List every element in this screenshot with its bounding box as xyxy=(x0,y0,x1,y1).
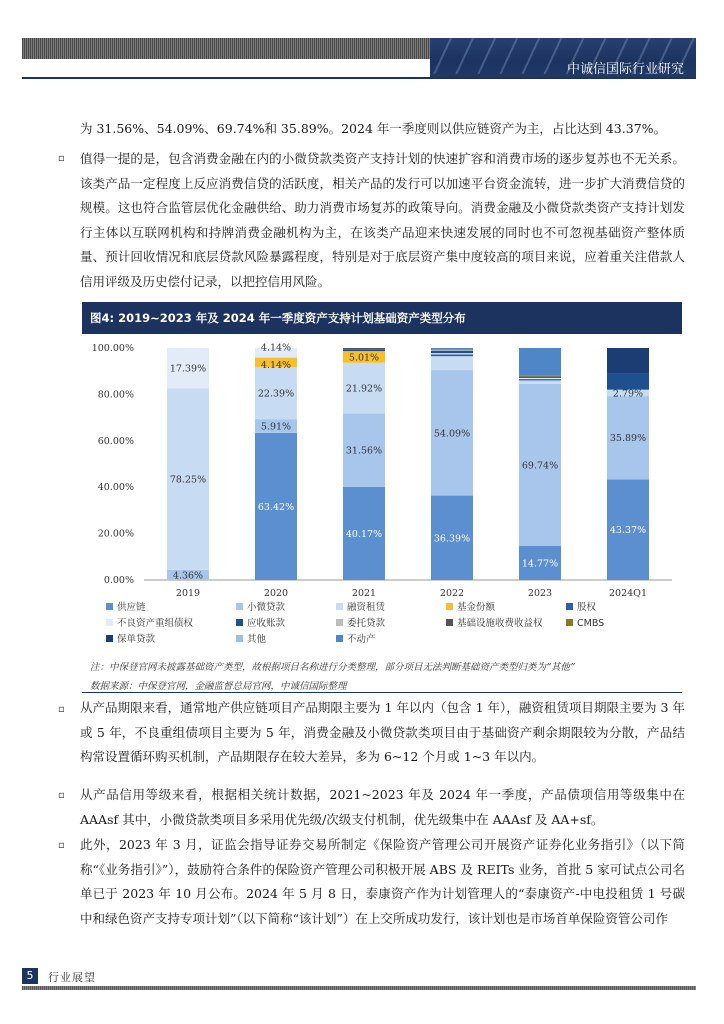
data-label: 78.25% xyxy=(169,474,207,486)
bullet-icon: ▫ xyxy=(58,153,65,164)
legend-label: 不动产 xyxy=(347,634,376,645)
bar-segment xyxy=(431,349,473,350)
data-label: 35.89% xyxy=(609,433,647,445)
x-tick-label: 2022 xyxy=(439,588,465,599)
header-rule xyxy=(22,77,696,79)
data-label: 4.14% xyxy=(260,342,292,354)
paragraph-2: 值得一提的是，包含消费金融在内的小微贷款类资产支持计划的快速扩容和消费市场的逐步复苏也不无关系。该类产品一定程度上反应消费信贷的活跃度，相关产品的发行可以加速平台资金流转，进一步扩大消费信贷的规模。这也符合监管层优化金融供给、助力消费市场复苏的政策导向。消费金融及小微贷款类资产支持计划发行主体以互联网机构和持牌消费金融机构为主，在该类产品迎来快速发展的同时也不可忽视基础资产整体质量、预计回收情况和底层贷款风险暴露程度，特别是对于底层资产集中度较高的项目来说，应着重关注借款人信用评级及历史偿付记录，以把控信用风险。 xyxy=(80,151,685,289)
figure-note: 注：中保登官网未披露基础资产类型，故根据项目名称进行分类整理，部分项目无法判断基础资产类型归类为“其他” xyxy=(90,662,575,673)
y-tick-label: 40.00% xyxy=(97,482,134,494)
data-label: 40.17% xyxy=(345,528,383,540)
legend-label: 其他 xyxy=(247,634,267,645)
bar-segment xyxy=(519,376,561,377)
data-label: 21.92% xyxy=(345,383,383,395)
bar-segment xyxy=(519,376,561,377)
bar-segment xyxy=(519,348,561,376)
data-label: 5.91% xyxy=(260,421,292,433)
header-title: 中诚信国际行业研究 xyxy=(566,62,684,77)
x-tick-label: 2024Q1 xyxy=(608,588,648,599)
footer-label: 行业展望 xyxy=(48,971,96,984)
figure-bottom-rule xyxy=(82,692,682,693)
data-label: 5.01% xyxy=(348,352,380,364)
data-label: 4.14% xyxy=(260,359,292,371)
data-label: 17.39% xyxy=(169,363,207,375)
x-tick-label: 2021 xyxy=(351,588,377,599)
bar-segment xyxy=(431,350,473,351)
y-tick-label: 0.00% xyxy=(103,575,134,586)
bullet-icon: ▫ xyxy=(58,840,65,851)
paragraph-3: 从产品期限来看，通常地产供应链项目产品期限主要为 1 年以内（包含 1 年），融资租赁项目期限主要为 3 年或 5 年，不良重组债项目主要为 5 年，消费金融及小微贷款类项目由于基础资产剩余期限较为分散，产品结构常设置循环购买机制，产品期限存在较大差异，多为 6~12 个月或 1~3 年以内。 xyxy=(80,700,685,764)
legend-label: 保单贷款 xyxy=(117,634,156,645)
bar-segment xyxy=(431,348,473,349)
legend-swatch xyxy=(106,635,113,642)
bullet-icon: ▫ xyxy=(58,704,65,715)
x-tick-label: 2023 xyxy=(527,588,553,599)
legend-swatch xyxy=(566,619,573,626)
header-banner xyxy=(430,38,696,78)
legend-swatch xyxy=(336,619,343,626)
legend-swatch xyxy=(106,603,113,610)
legend-label: 小微贷款 xyxy=(247,602,286,613)
data-label: 69.74% xyxy=(521,460,559,472)
figure-source: 数据来源：中保登官网，金融监督总局官网，中诚信国际整理 xyxy=(90,681,347,692)
bar-segment xyxy=(431,356,473,370)
bar-segment xyxy=(519,380,561,383)
legend-swatch xyxy=(236,603,243,610)
data-label: 36.39% xyxy=(433,533,471,545)
y-tick-label: 80.00% xyxy=(97,389,134,401)
legend-swatch xyxy=(236,619,243,626)
data-label: 22.39% xyxy=(257,388,295,400)
page-number: 5 xyxy=(22,968,38,984)
footer-rule xyxy=(22,986,696,990)
y-tick-label: 60.00% xyxy=(97,435,134,447)
bar-segment xyxy=(607,348,649,373)
legend-swatch xyxy=(446,619,453,626)
y-tick-label: 20.00% xyxy=(97,528,134,540)
data-label: 14.77% xyxy=(521,558,559,570)
legend-swatch xyxy=(106,619,113,626)
y-tick-label: 100.00% xyxy=(91,343,134,354)
data-label: 4.36% xyxy=(172,570,204,582)
bar-segment xyxy=(607,373,649,389)
figure-title: 图4: 2019~2023 年及 2024 年一季度资产支持计划基础资产类型分布 xyxy=(82,302,682,334)
legend-swatch xyxy=(236,635,243,642)
x-tick-label: 2019 xyxy=(175,588,201,599)
x-tick-label: 2020 xyxy=(263,588,289,599)
bar-segment xyxy=(519,379,561,380)
legend-swatch xyxy=(566,603,573,610)
legend-swatch xyxy=(336,603,343,610)
bar-segment xyxy=(431,353,473,354)
bar-segment xyxy=(431,351,473,353)
bar-segment xyxy=(431,350,473,351)
bar-segment xyxy=(343,348,385,349)
paragraph-1: 为 31.56%、54.09%、69.74%和 35.89%。2024 年一季度则以供应链资产为主，占比达到 43.37%。 xyxy=(80,121,667,136)
data-label: 63.42% xyxy=(257,501,295,513)
legend-label: 基础设施收费收益权 xyxy=(457,618,543,629)
bar-segment xyxy=(431,354,473,356)
data-label: 54.09% xyxy=(433,428,471,440)
legend-label: 不良资产重组债权 xyxy=(117,618,194,629)
data-label: 31.56% xyxy=(345,445,383,457)
bar-segment xyxy=(343,349,385,351)
legend-swatch xyxy=(446,603,453,610)
legend-label: 基金份额 xyxy=(457,602,496,613)
paragraph-5: 此外，2023 年 3 月，证监会指导证券交易所制定《保险资产管理公司开展资产证券化业务指引》（以下简称“《业务指引》”），鼓励符合条件的保险资产管理公司积极开展 ABS 及 REITs 业务，首批 5 家可试点公司名单已于 2023 年 10 月公布。2024 年 5 月 8 日，泰康资产作为计划管理人的“泰康资产-中电投租赁 1 号碳中和绿色资产支持专项计划”（以下简称“该计划”）在上交所成功发行，该计划也是市场首单保险资管公司作 xyxy=(80,837,685,926)
bar-segment xyxy=(519,378,561,379)
legend-label: 供应链 xyxy=(117,602,146,613)
legend-swatch xyxy=(336,635,343,642)
legend-label: 融资租赁 xyxy=(347,602,386,613)
data-label: 2.79% xyxy=(612,388,644,400)
paragraph-4: 从产品信用等级来看，根据相关统计数据，2021~2023 年及 2024 年一季度，产品债项信用等级集中在 AAAsf 其中，小微贷款类项目多采用优先级/次级支付机制，优先级集中在 AAAsf 及 AA+sf。 xyxy=(80,787,685,827)
legend-label: 股权 xyxy=(577,602,597,613)
legend-label: 应收账款 xyxy=(247,618,286,629)
stacked-bar-chart xyxy=(82,336,682,654)
legend-label: CMBS xyxy=(577,618,605,629)
legend-label: 委托贷款 xyxy=(347,618,386,629)
data-label: 43.37% xyxy=(609,525,647,537)
bar-segment xyxy=(519,377,561,378)
bullet-icon: ▫ xyxy=(58,790,65,801)
